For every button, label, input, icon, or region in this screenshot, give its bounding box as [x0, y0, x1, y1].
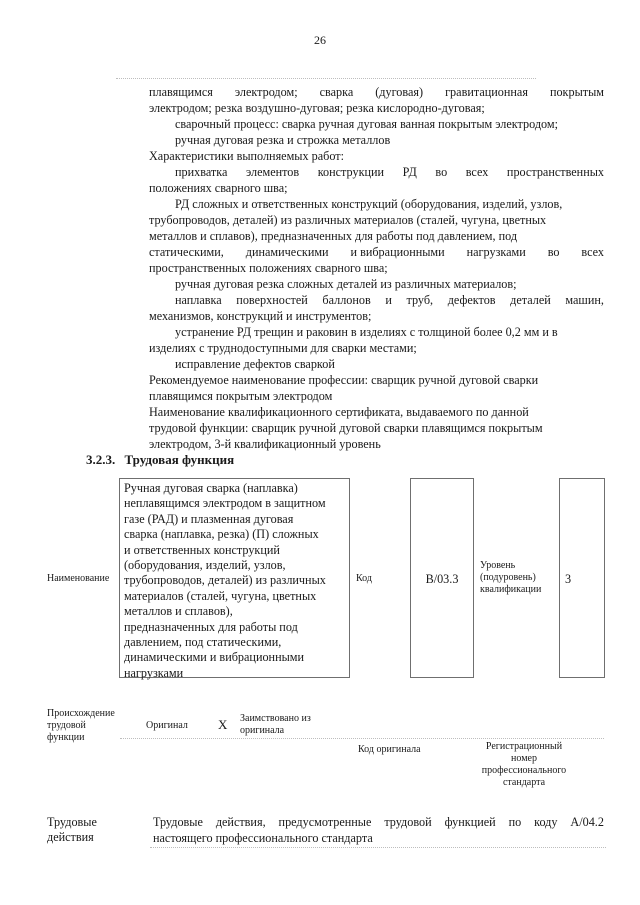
- para-line-9: трубопроводов, деталей) из различных материалов (сталей, чугуна, цветных: [149, 213, 547, 227]
- original-mark: X: [218, 717, 228, 732]
- para-line-21: Наименование квалификационного сертификата, выдаваемого по данной: [149, 405, 529, 419]
- para-line-6: прихватка элементов конструкции РД во всех пространственных: [175, 165, 604, 179]
- borrowed-label: Заимствовано из оригинала: [240, 713, 311, 736]
- para-line-2: электродом; резка воздушно-дуговая; резка кислородно-дуговая;: [149, 101, 485, 115]
- code-value: B/03.3: [425, 572, 459, 586]
- para-line-16: устранение РД трещин и раковин в изделиях с толщиной более 0,2 мм и в: [175, 325, 558, 339]
- para-line-4: ручная дуговая резка и строжка металлов: [175, 133, 391, 147]
- name-label: Наименование: [47, 573, 110, 584]
- para-line-1: плавящимся электродом; сварка (дуговая) гравитационная покрытым: [149, 85, 604, 99]
- function-name-box: [119, 478, 350, 678]
- actions-code: А/04.2: [570, 815, 604, 829]
- page-number: 26: [314, 33, 326, 47]
- para-line-18: исправление дефектов сваркой: [175, 357, 335, 371]
- origin-rule: [120, 738, 604, 739]
- para-line-13: ручная дуговая резка сложных деталей из различных материалов;: [175, 277, 517, 291]
- para-line-8: РД сложных и ответственных конструкций (оборудования, изделий, узлов,: [175, 197, 563, 211]
- section-heading: [86, 452, 234, 468]
- para-line-17: изделиях с труднодоступными для сварки местами;: [149, 341, 417, 355]
- section-title: Трудовая функция: [124, 452, 235, 467]
- para-line-11: статическими, динамическими и вибрационными нагрузками во всех: [149, 245, 604, 259]
- level-label: Уровень (подуровень) квалификации: [480, 560, 542, 595]
- para-line-20: плавящимся покрытым электродом: [149, 389, 333, 403]
- para-line-7: положениях сварного шва;: [149, 181, 288, 195]
- para-line-10: металлов и сплавов), предназначенных для работы под давлением, под: [149, 229, 518, 243]
- actions-label: Трудовые действия: [47, 815, 97, 844]
- top-rule: [116, 78, 536, 79]
- origin-label: Происхождение трудовой функции: [47, 708, 115, 743]
- actions-rule: [150, 847, 606, 848]
- para-line-19: Рекомендуемое наименование профессии: сварщик ручной дуговой сварки: [149, 373, 539, 387]
- para-line-15: механизмов, конструкций и инструментов;: [149, 309, 372, 323]
- code-label: Код: [356, 573, 372, 584]
- para-line-23: электродом, 3-й квалификационный уровень: [149, 437, 381, 451]
- para-line-12: пространственных положениях сварного шва;: [149, 261, 388, 275]
- para-line-5: Характеристики выполняемых работ:: [149, 149, 344, 163]
- level-value: 3: [565, 572, 572, 586]
- actions-line-1: Трудовые действия, предусмотренные трудовой функцией по коду А/04.2: [153, 815, 604, 829]
- section-number: 3.2.3.: [86, 452, 116, 467]
- para-line-22: трудовой функции: сварщик ручной дуговой сварки плавящимся покрытым: [149, 421, 543, 435]
- function-name-text: Ручная дуговая сварка (наплавка) неплавящимся электродом в защитном газе (РАД) и плазменная дуговая сварка (наплавка, резка) (П) сложных и ответственных конструкций (оборудования, изделий, узлов, трубопроводов, деталей) из различных материалов (сталей, чугуна, цветных металлов и сплавов), предназначенных для работы под давлением, под статическими, динамическими и вибрационными нагрузками: [124, 481, 326, 680]
- para-line-3: сварочный процесс: сварка ручная дуговая ванная покрытым электродом;: [175, 117, 559, 131]
- code-original-label: Код оригинала: [358, 744, 421, 755]
- reg-number-label: Регистрационный номер профессионального стандарта: [481, 741, 567, 788]
- original-label: Оригинал: [146, 720, 188, 731]
- para-line-14: наплавка поверхностей баллонов и труб, дефектов деталей машин,: [175, 293, 604, 307]
- actions-line-2: настоящего профессионального стандарта: [153, 831, 373, 845]
